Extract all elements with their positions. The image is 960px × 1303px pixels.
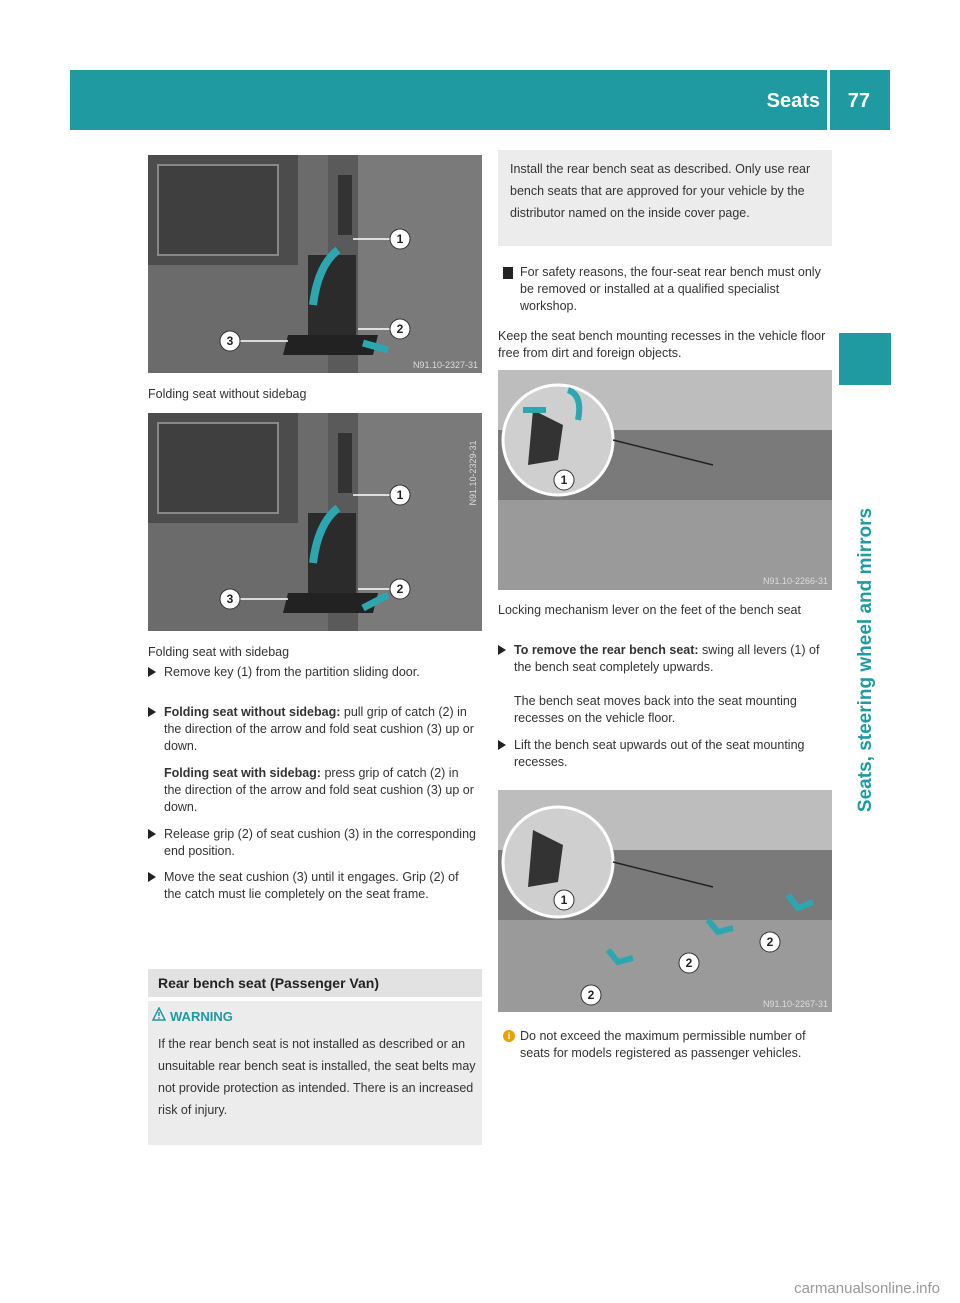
figure-folding-seat-without-sidebag xyxy=(148,155,482,373)
step-result xyxy=(498,693,832,727)
section-heading-box xyxy=(148,969,482,997)
step-bold: Folding seat without sidebag: xyxy=(164,705,341,719)
figure-caption-1: Folding seat without sidebag xyxy=(148,387,307,401)
section-title: Seats xyxy=(766,90,820,112)
step-lift-bench xyxy=(498,737,832,771)
header-divider xyxy=(827,70,830,130)
step-text: swing all levers (1) of the bench seat completely upwards. xyxy=(514,643,820,674)
note-box xyxy=(498,150,832,246)
figure-code: N91.10-2267-31 xyxy=(762,999,828,1009)
footer-watermark: carmanualsonline.info xyxy=(794,1280,940,1297)
figure-folding-seat-with-sidebag xyxy=(148,413,482,631)
callout-2a: 2 xyxy=(766,935,774,949)
step-text: Move the seat cushion (3) until it engages. Grip (2) of the catch must lie completely on the seat frame. xyxy=(164,870,459,901)
figure-caption-2: Folding seat with sidebag xyxy=(148,645,290,659)
info-text: Do not exceed the maximum permissible number of seats for models registered as passenger vehicles. xyxy=(520,1029,806,1060)
callout-3: 3 xyxy=(226,592,234,606)
page-number: 77 xyxy=(847,90,870,112)
warning-title: WARNING xyxy=(170,1009,233,1024)
warning-box xyxy=(148,1001,482,1145)
callout-1: 1 xyxy=(396,488,404,502)
keep-clean-text: Keep the seat bench mounting recesses in the vehicle floor free from dirt and foreign objects. xyxy=(498,329,826,360)
callout-1: 1 xyxy=(560,473,568,487)
page-header xyxy=(70,70,890,130)
step-result-text: The bench seat moves back into the seat mounting recesses on the vehicle floor. xyxy=(514,694,797,725)
figure-mounting-recesses xyxy=(498,790,832,1012)
step-bold: Folding seat with sidebag: xyxy=(164,766,321,780)
callout-1: 1 xyxy=(560,893,568,907)
step-fold-with-sidebag xyxy=(148,765,478,816)
step-bold: To remove the rear bench seat: xyxy=(514,643,699,657)
step-arrow-icon xyxy=(148,707,156,717)
step-arrow-icon xyxy=(148,667,156,677)
step-arrow-icon xyxy=(148,829,156,839)
step-fold-without-sidebag xyxy=(148,704,478,755)
callout-2: 2 xyxy=(396,322,404,336)
callout-2: 2 xyxy=(396,582,404,596)
step-arrow-icon xyxy=(148,872,156,882)
step-text: Lift the bench seat upwards out of the seat mounting recesses. xyxy=(514,738,805,769)
step-remove-bench xyxy=(498,642,832,676)
step-remove-key xyxy=(148,664,478,681)
step-text: Release grip (2) of seat cushion (3) in the corresponding end position. xyxy=(164,827,476,858)
figure-code: N91.10-2329-31 xyxy=(468,440,478,506)
callout-3: 3 xyxy=(226,334,234,348)
important-text: For safety reasons, the four-seat rear bench must only be removed or installed at a qualified specialist workshop. xyxy=(520,265,821,313)
step-text: Remove key (1) from the partition sliding door. xyxy=(164,665,420,679)
callout-2c: 2 xyxy=(587,988,595,1002)
warning-text: If the rear bench seat is not installed as described or an unsuitable rear bench seat is installed, the seat belts may not provide protection as intended. There is an increased risk of injury. xyxy=(158,1037,476,1117)
step-text: press grip of catch (2) in the direction of the arrow and fold seat cushion (3) up or down. xyxy=(164,766,474,814)
info-icon: i xyxy=(503,1030,515,1042)
important-icon xyxy=(503,267,513,279)
figure-code: N91.10-2266-31 xyxy=(762,576,828,586)
callout-2b: 2 xyxy=(685,956,693,970)
warning-triangle-icon xyxy=(152,1007,166,1021)
step-move-cushion xyxy=(148,869,478,903)
step-text: pull grip of catch (2) in the direction of the arrow and fold seat cushion (3) up or down. xyxy=(164,705,474,753)
step-release-grip xyxy=(148,826,478,860)
side-tab-label: Seats, steering wheel and mirrors xyxy=(855,507,876,813)
note-text: Install the rear bench seat as described. Only use rear bench seats that are approved for your vehicle by the distributor named on the inside cover page. xyxy=(510,162,811,220)
step-arrow-icon xyxy=(498,645,506,655)
figure-caption-3: Locking mechanism lever on the feet of the bench seat xyxy=(498,603,801,617)
figure-locking-lever xyxy=(498,370,832,590)
section-heading: Rear bench seat (Passenger Van) xyxy=(158,975,379,991)
callout-1: 1 xyxy=(396,232,404,246)
side-tab-marker xyxy=(839,333,891,385)
figure-code: N91.10-2327-31 xyxy=(412,360,478,370)
step-arrow-icon xyxy=(498,740,506,750)
